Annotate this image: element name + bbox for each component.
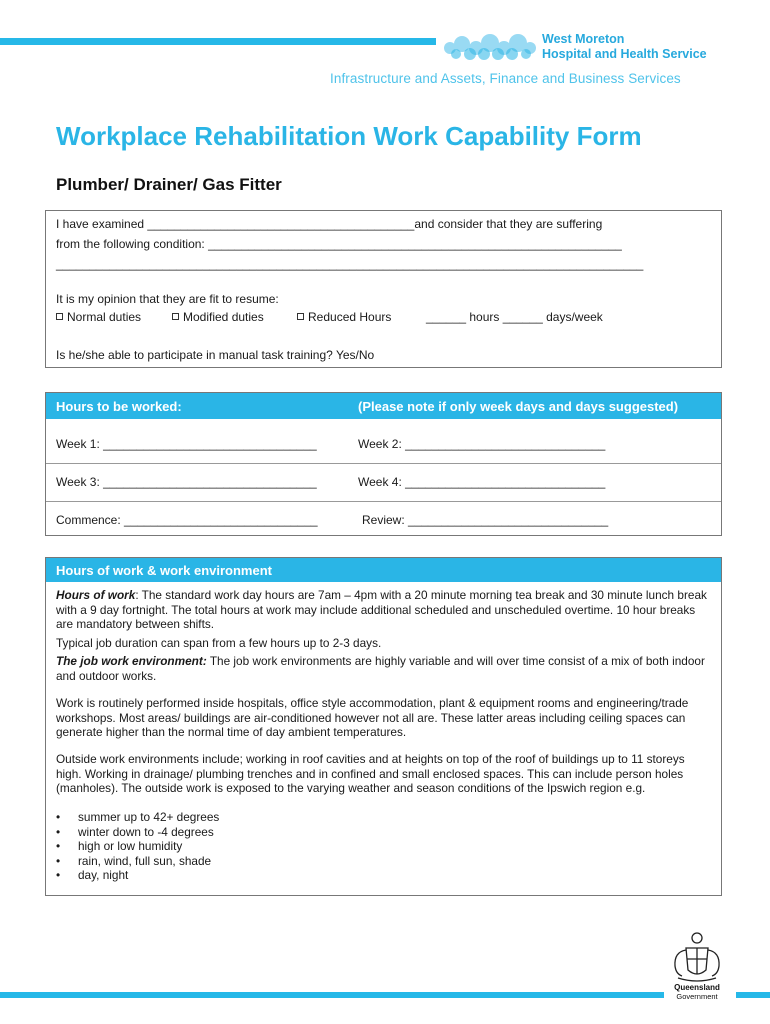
hours-to-be-worked-section bbox=[45, 392, 722, 536]
reduced-hours-label: Reduced Hours bbox=[308, 310, 392, 324]
top-accent-bar bbox=[0, 38, 436, 45]
org-name-line2: Hospital and Health Service bbox=[542, 47, 707, 61]
bottom-accent-bar bbox=[0, 992, 664, 998]
examined-line[interactable]: I have examined ________________________________________and consider that they are suffering bbox=[56, 217, 603, 231]
fit-to-resume-label: It is my opinion that they are fit to resume: bbox=[56, 292, 279, 306]
hours-header-right: (Please note if only week days and days suggested) bbox=[358, 399, 679, 414]
gov-line2: Government bbox=[676, 992, 718, 1001]
job-environment-text: The job work environments are highly variable and will over time consist of a mix of both indoor and outdoor works. bbox=[56, 654, 705, 683]
list-item: • winter down to -4 degrees bbox=[56, 825, 712, 840]
queensland-government-crest-icon bbox=[666, 930, 728, 1002]
list-item: • day, night bbox=[56, 868, 712, 883]
org-name-line1: West Moreton bbox=[542, 32, 625, 46]
condition-line-2[interactable]: ________________________________________________________________________________________ bbox=[56, 257, 644, 271]
examination-section bbox=[45, 210, 722, 368]
reduced-hours-option[interactable] bbox=[297, 310, 391, 324]
list-item: • high or low humidity bbox=[56, 839, 712, 854]
work-environment-section bbox=[45, 557, 722, 896]
job-duration-paragraph: Typical job duration can span from a few hours up to 2-3 days. bbox=[56, 636, 382, 650]
manual-task-training-question[interactable]: Is he/she able to participate in manual task training? Yes/No bbox=[56, 348, 375, 362]
form-title: Workplace Rehabilitation Work Capability Form bbox=[56, 121, 642, 151]
hours-of-work-paragraph bbox=[56, 588, 712, 632]
bottom-accent-bar-right bbox=[736, 992, 770, 998]
normal-duties-label: Normal duties bbox=[67, 310, 142, 324]
indoor-work-paragraph: Work is routinely performed inside hospitals, office style accommodation, plant & equipment rooms and engineering/trade workshops. Most areas/ buildings are air-conditioned however not all are. These latter areas including ceiling spaces can generate higher than the normal time of day ambient temperatures. bbox=[56, 696, 689, 739]
list-item: • rain, wind, full sun, shade bbox=[56, 854, 712, 869]
week4-field[interactable]: Week 4: ______________________________ bbox=[358, 475, 606, 489]
organisation-name bbox=[542, 32, 707, 62]
gov-line1: Queensland bbox=[674, 983, 720, 992]
hours-header bbox=[46, 393, 721, 419]
hhs-logo-icon bbox=[442, 30, 538, 64]
list-item: • summer up to 42+ degrees bbox=[56, 810, 712, 825]
week3-field[interactable]: Week 3: ________________________________ bbox=[56, 475, 317, 489]
normal-duties-checkbox[interactable] bbox=[56, 313, 63, 320]
hours-of-work-label: Hours of work bbox=[56, 588, 136, 602]
modified-duties-option[interactable] bbox=[172, 310, 264, 324]
hours-header-left: Hours to be worked: bbox=[56, 399, 182, 414]
row-divider bbox=[46, 463, 721, 464]
row-divider bbox=[46, 501, 721, 502]
commence-field[interactable]: Commence: _____________________________ bbox=[56, 513, 318, 527]
modified-duties-checkbox[interactable] bbox=[172, 313, 179, 320]
weather-conditions-list bbox=[56, 810, 712, 883]
job-environment-paragraph bbox=[56, 654, 712, 683]
division-name: Infrastructure and Assets, Finance and Business Services bbox=[330, 71, 681, 86]
review-field[interactable]: Review: ______________________________ bbox=[362, 513, 609, 527]
hours-of-work-text: : The standard work day hours are 7am – 4pm with a 20 minute morning tea break and 30 minute lunch break with a 9 day fortnight. The total hours at work may include additional scheduled and unscheduled overtime. 10 hour breaks are mandatory between shifts. bbox=[56, 588, 707, 631]
week1-field[interactable]: Week 1: ________________________________ bbox=[56, 437, 317, 451]
reduced-hours-checkbox[interactable] bbox=[297, 313, 304, 320]
form-subtitle: Plumber/ Drainer/ Gas Fitter bbox=[56, 175, 282, 194]
week2-field[interactable]: Week 2: ______________________________ bbox=[358, 437, 606, 451]
condition-line[interactable]: from the following condition: ______________________________________________________________ bbox=[56, 237, 622, 251]
environment-header-text: Hours of work & work environment bbox=[56, 563, 272, 578]
normal-duties-option[interactable] bbox=[56, 310, 141, 324]
hours-days-field[interactable]: ______ hours ______ days/week bbox=[426, 310, 603, 324]
job-environment-label: The job work environment: bbox=[56, 654, 207, 668]
environment-header bbox=[46, 558, 721, 582]
outdoor-work-paragraph: Outside work environments include; working in roof cavities and at heights on top of the roof of buildings up to 11 storeys high. Working in drainage/ plumbing trenches and in confined and small enclosed spaces. This can include person holes (manholes). The outside work is exposed to the varying weather and season conditions of the Ipswich region e.g. bbox=[56, 752, 685, 795]
modified-duties-label: Modified duties bbox=[183, 310, 264, 324]
